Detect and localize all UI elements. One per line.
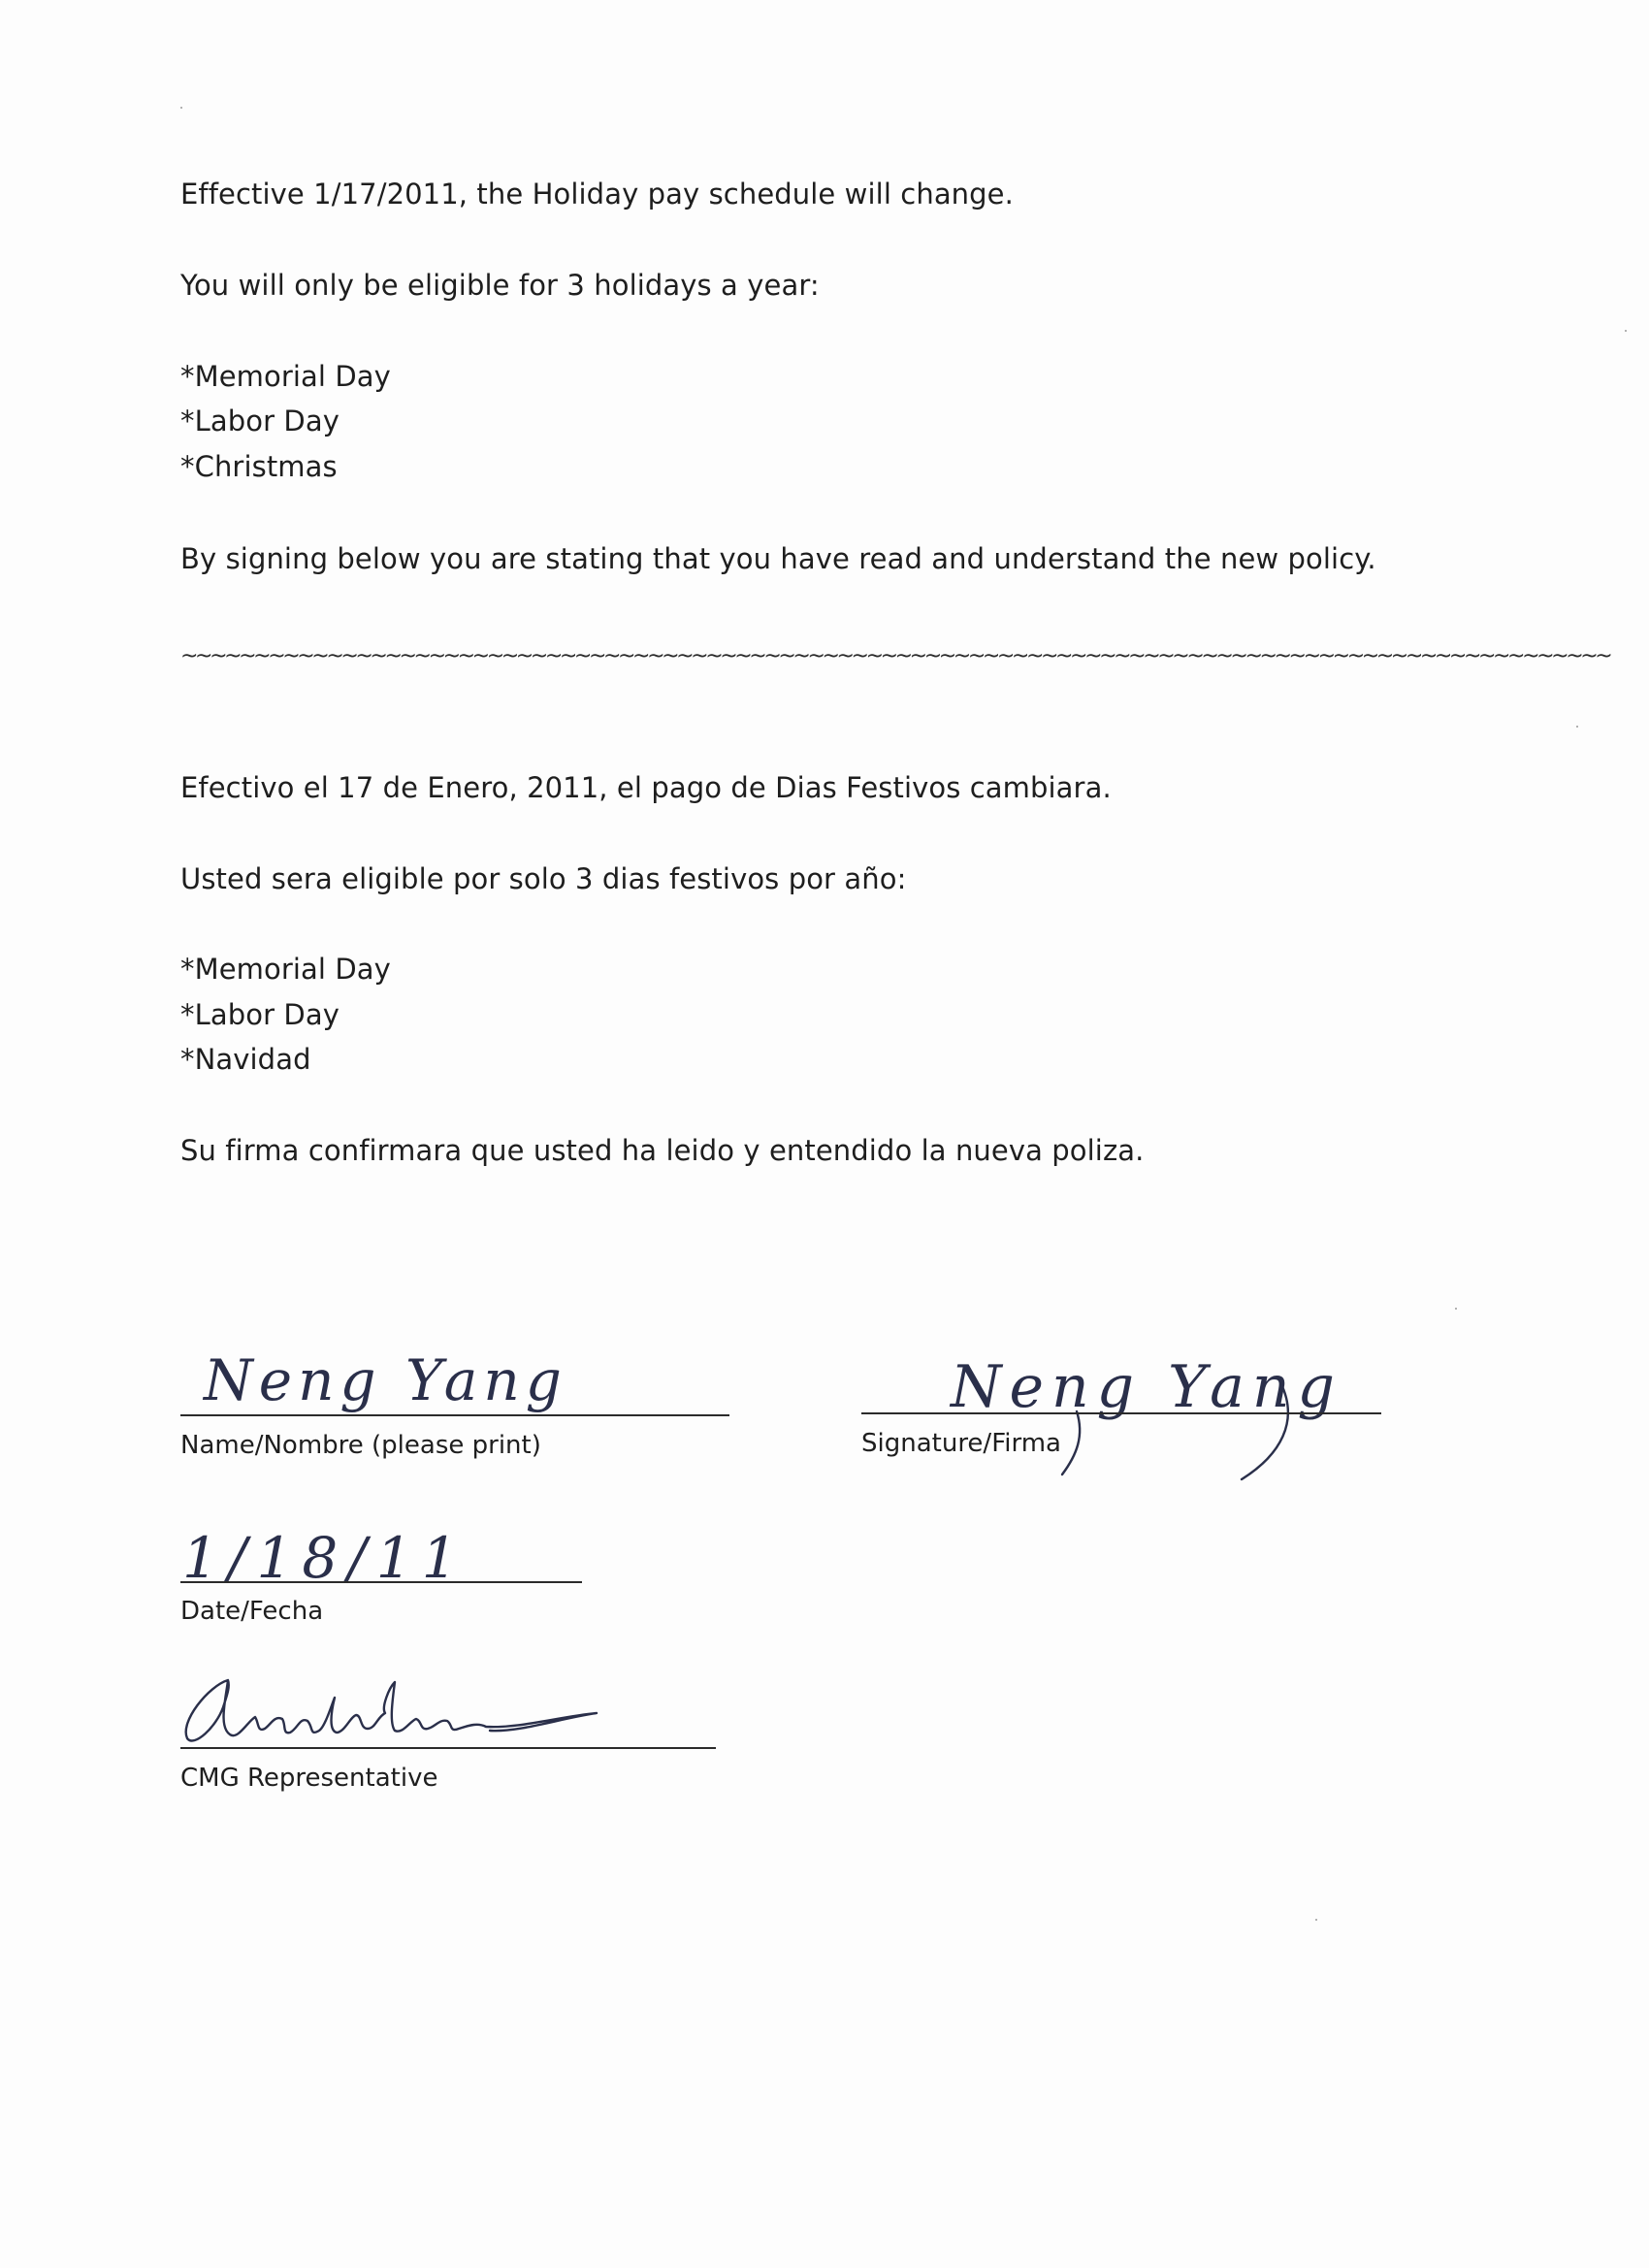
scan-speck (1625, 330, 1627, 332)
signature-handwriting (931, 1344, 1342, 1489)
representative-underline (180, 1747, 716, 1749)
english-effective-line: Effective 1/17/2011, the Holiday pay schedule will change. (180, 178, 1014, 211)
name-label: Name/Nombre (please print) (180, 1431, 541, 1460)
scan-speck (1315, 1919, 1317, 1921)
representative-signature (170, 1669, 635, 1756)
english-acknowledgement: By signing below you are stating that you have read and understand the new policy. (180, 542, 1376, 575)
separator-tildes: ~~~~~~~~~~~~~~~~~~~~~~~~~~~~~~~~~~~~~~~~~~~~~~~~~~~~~~~~~~~~~~~~~~~~~~~~~~~~~~~~~~~~~~~~~~~~~~~~~~ (180, 644, 1610, 668)
scan-speck (1455, 1308, 1457, 1310)
scan-speck (180, 107, 182, 109)
section-separator (180, 644, 1610, 668)
english-eligibility-line: You will only be eligible for 3 holidays a year: (180, 269, 820, 302)
printed-name-text: Neng Yang (204, 1347, 567, 1413)
scan-speck (1576, 726, 1578, 728)
name-underline (180, 1414, 729, 1416)
spanish-eligibility-line: Usted sera eligible por solo 3 dias festivos por año: (180, 862, 907, 895)
english-holiday-2: *Labor Day (180, 405, 340, 437)
date-underline (180, 1581, 582, 1583)
spanish-holiday-2: *Labor Day (180, 998, 340, 1031)
signature-label: Signature/Firma (861, 1429, 1061, 1458)
printed-name-handwriting (194, 1344, 567, 1421)
representative-label: CMG Representative (180, 1764, 438, 1793)
signature-text: Neng Yang (951, 1353, 1342, 1421)
english-holiday-1: *Memorial Day (180, 360, 391, 393)
date-text: 1/18/11 (182, 1525, 468, 1591)
date-label: Date/Fecha (180, 1597, 324, 1626)
representative-signature-stroke (186, 1680, 597, 1740)
spanish-holiday-1: *Memorial Day (180, 953, 391, 986)
spanish-acknowledgement: Su firma confirmara que usted ha leido y entendido la nueva poliza. (180, 1134, 1145, 1167)
spanish-holiday-3: *Navidad (180, 1043, 311, 1076)
date-handwriting (180, 1521, 468, 1591)
signature-underline (861, 1412, 1381, 1414)
spanish-effective-line: Efectivo el 17 de Enero, 2011, el pago de Dias Festivos cambiara. (180, 771, 1112, 804)
english-holiday-3: *Christmas (180, 450, 338, 483)
